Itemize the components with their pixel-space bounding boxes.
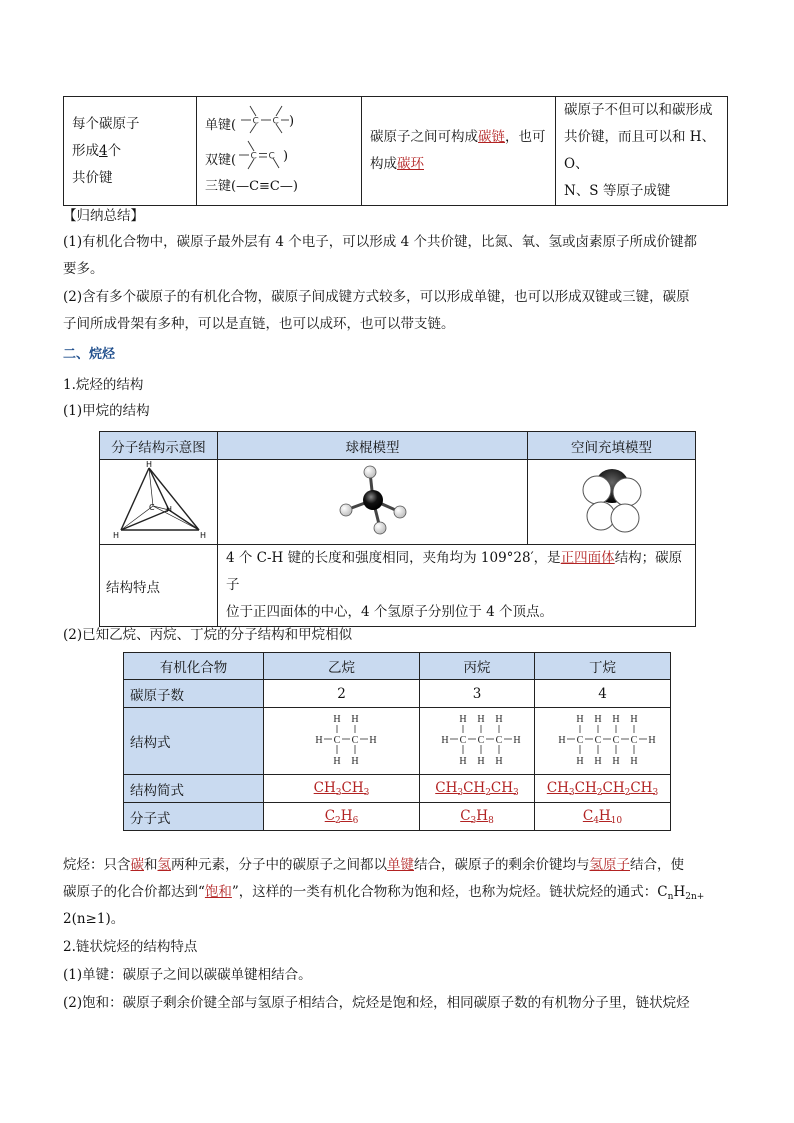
condensed-formula-ethane xyxy=(264,775,420,803)
methane-feature-text2: 结构；碳原子 xyxy=(226,550,683,593)
carbon-chain-text1: 碳原子之间可构成 xyxy=(370,129,478,145)
def-text-line2a: 碳原子的化合价都达到“ xyxy=(63,884,205,900)
formula-subscript: 8 xyxy=(488,815,494,826)
bonding-partners-cell xyxy=(556,97,728,206)
structural-formula-ethane xyxy=(264,708,420,775)
formula-text: CH xyxy=(602,779,625,796)
carbon-chain-line2 xyxy=(370,151,555,178)
methane-header-schematic: 分子结构示意图 xyxy=(100,432,218,460)
formula-text: CH xyxy=(463,779,486,796)
atom-h: H xyxy=(350,756,359,767)
methane-feature-text1: 4 个 C-H 键的长度和强度相同，夹角均为 109°28′，是 xyxy=(226,550,561,566)
svg-text:C: C xyxy=(252,116,259,127)
atom-h: H xyxy=(611,714,620,725)
formula-text: H xyxy=(340,807,353,824)
methane-feature-term: 正四面体 xyxy=(560,550,615,566)
double-bond-end: ) xyxy=(283,149,289,164)
carbon-chain-cell xyxy=(362,97,556,206)
summary-p2-line1: (2)含有多个碳原子的有机化合物，碳原子间成键方式较多，可以形成单键，也可以形成双键或三键，碳原 xyxy=(63,289,690,305)
atom-h-back: H xyxy=(165,505,172,514)
condensed-formula-label: 结构简式 xyxy=(124,775,264,803)
structural-formula-label: 结构式 xyxy=(124,708,264,775)
bond-table xyxy=(63,96,728,206)
single-bond-row xyxy=(205,102,361,138)
formula-subscript: 2 xyxy=(485,787,491,798)
def-term-hydrogen: 氢 xyxy=(157,857,171,873)
methane-tetrahedron-diagram xyxy=(109,460,209,540)
methane-space-filling-cell xyxy=(528,460,696,545)
formula-subscript: 10 xyxy=(610,815,623,826)
condensed-formula-butane xyxy=(535,775,671,803)
feature-single-bond: (1)单键：碳原子之间以碳碳单键相结合。 xyxy=(63,967,312,983)
atom-h-top: H xyxy=(145,460,152,469)
atom-c: C xyxy=(612,735,619,746)
formula-subscript: 3 xyxy=(513,787,519,798)
atom-h: H xyxy=(513,735,521,746)
def-text-h: H xyxy=(673,884,686,900)
atom-h: H xyxy=(647,735,656,746)
bonding-partners-line3: N、S 等原子成键 xyxy=(564,183,671,199)
atom-c: C xyxy=(576,735,583,746)
methane-ball-stick-model xyxy=(328,460,418,540)
formula-text: H xyxy=(476,807,489,824)
carbon-chain-text2: ，也可 xyxy=(505,129,546,145)
formula-subscript: 2 xyxy=(335,815,341,826)
atom-h: H xyxy=(477,756,485,767)
feature-saturated: (2)饱和：碳原子剩余价键全部与氢原子相结合，烷烃是饱和烃，相同碳原子数的有机物分子里，链状烷烃 xyxy=(63,995,690,1011)
formula-subscript: 3 xyxy=(652,787,659,798)
formula-subscript: 3 xyxy=(568,787,575,798)
methane-table xyxy=(99,431,696,627)
single-bond-label: 单键( xyxy=(205,118,237,133)
alkane-header-butane: 丁烷 xyxy=(535,653,671,680)
atom-c: C xyxy=(477,735,485,746)
bond-count-cell xyxy=(64,97,197,206)
atom-h: H xyxy=(629,756,638,767)
bonding-partners-line2: 共价键，而且可以和 H、O、 xyxy=(564,129,716,172)
structural-formula-propane xyxy=(420,708,535,775)
atom-c: C xyxy=(333,735,340,746)
formula-text: H xyxy=(598,807,611,824)
formula-text: C xyxy=(324,807,336,824)
carbon-count-ethane: 2 xyxy=(264,680,420,708)
atom-h: H xyxy=(593,714,602,725)
alkane-table xyxy=(123,652,671,831)
atom-h: H xyxy=(350,714,359,725)
atom-h: H xyxy=(575,714,584,725)
formula-text: C xyxy=(460,807,471,824)
formula-text: CH xyxy=(546,779,569,796)
atom-h: H xyxy=(477,714,485,725)
def-term-saturated: 饱和 xyxy=(204,884,232,900)
formula-subscript: 3 xyxy=(363,787,370,798)
formula-text: CH xyxy=(313,779,336,796)
subsection-chain-alkane-features: 2.链状烷烃的结构特点 xyxy=(63,939,198,955)
double-bond-label: 双键( xyxy=(205,153,237,168)
atom-h: H xyxy=(368,735,377,746)
structural-formula-butane xyxy=(535,708,671,775)
bonding-partners-line1: 碳原子不但可以和碳形成 xyxy=(564,102,713,118)
summary-p1-line2: 要多。 xyxy=(63,261,104,277)
methane-schematic-cell xyxy=(100,460,218,545)
atom-h: H xyxy=(314,735,323,746)
def-text-c: 两种元素，分子中的碳原子之间都以 xyxy=(171,857,387,873)
formula-text: CH xyxy=(574,779,597,796)
atom-h: H xyxy=(495,714,503,725)
methane-space-filling-model xyxy=(567,460,657,540)
subsection-alkane-structure: 1.烷烃的结构 xyxy=(63,377,144,393)
def-text-e: 结合，使 xyxy=(630,857,684,873)
alkane-definition-line3: 2(n≥1)。 xyxy=(63,911,125,927)
atom-h: H xyxy=(611,756,620,767)
section-title-alkanes: 二、烷烃 xyxy=(63,347,116,362)
atom-h: H xyxy=(459,756,467,767)
atom-c-center: C xyxy=(148,503,155,512)
molecular-formula-label: 分子式 xyxy=(124,803,264,831)
atom-h-right: H xyxy=(199,531,206,540)
methane-ball-stick-cell xyxy=(218,460,528,545)
atom-h: H xyxy=(495,756,503,767)
def-term-single-bond: 单键 xyxy=(387,857,414,873)
formula-subscript: 3 xyxy=(335,787,342,798)
methane-header-space-filling: 空间充填模型 xyxy=(528,432,696,460)
atom-c: C xyxy=(351,735,358,746)
carbon-chain-term: 碳链 xyxy=(478,129,505,145)
formula-text: C xyxy=(582,807,594,824)
formula-text: CH xyxy=(341,779,364,796)
atom-h: H xyxy=(575,756,584,767)
double-bond-icon xyxy=(237,138,285,172)
carbon-count-propane: 3 xyxy=(420,680,535,708)
alkane-header-ethane: 乙烷 xyxy=(264,653,420,680)
bond-count-line1: 每个碳原子 xyxy=(72,115,140,132)
alkane-definition-line2 xyxy=(63,879,704,911)
bond-count-number: 4 xyxy=(99,142,108,159)
def-sub-2n: 2n+ xyxy=(685,892,705,902)
alkane-intro: (2)已知乙烷、丙烷、丁烷的分子结构和甲烷相似 xyxy=(63,627,353,643)
double-bond-row xyxy=(205,138,361,174)
def-term-hydrogen-atom: 氢原子 xyxy=(589,857,630,873)
formula-subscript: 3 xyxy=(470,815,477,826)
bond-count-text: 形成 xyxy=(72,142,99,159)
methane-feature-line2: 位于正四面体的中心，4 个氢原子分别位于 4 个顶点。 xyxy=(226,604,554,620)
svg-text:C: C xyxy=(268,151,275,162)
alkane-definition-line1 xyxy=(63,852,684,879)
methane-feature-line1 xyxy=(226,545,695,599)
single-bond-icon xyxy=(237,102,293,136)
def-text-a: 烷烃：只含 xyxy=(63,857,131,873)
molecular-formula-butane xyxy=(535,803,671,831)
def-sub-n: n xyxy=(667,892,674,902)
def-text-b: 和 xyxy=(144,857,158,873)
def-term-carbon: 碳 xyxy=(130,857,144,873)
formula-subscript: 6 xyxy=(352,815,359,826)
summary-p2-line2: 子间所成骨架有多种，可以是直链，也可以成环，也可以带支链。 xyxy=(63,316,455,332)
carbon-count-butane: 4 xyxy=(535,680,671,708)
ethane-structural-formula xyxy=(310,709,377,769)
atom-c: C xyxy=(495,735,503,746)
atom-h: H xyxy=(459,714,467,725)
atom-h: H xyxy=(332,714,341,725)
molecular-formula-propane xyxy=(420,803,535,831)
atom-c: C xyxy=(630,735,637,746)
atom-h-left: H xyxy=(112,531,119,540)
butane-structural-formula xyxy=(553,709,656,769)
carbon-count-label: 碳原子数 xyxy=(124,680,264,708)
formula-subscript: 4 xyxy=(593,815,599,826)
triple-bond-label: 三键(—C≡C—) xyxy=(205,179,298,194)
condensed-formula-propane xyxy=(420,775,535,803)
bond-count-line2 xyxy=(72,138,196,165)
svg-text:C: C xyxy=(250,151,257,162)
formula-subscript: 2 xyxy=(596,787,603,798)
methane-feature-desc xyxy=(218,545,696,627)
molecular-formula-ethane xyxy=(264,803,420,831)
single-bond-end: ) xyxy=(289,114,295,129)
formula-text: CH xyxy=(490,779,514,796)
atom-h: H xyxy=(441,735,449,746)
atom-c: C xyxy=(459,735,467,746)
methane-feature-label: 结构特点 xyxy=(100,545,218,627)
atom-h: H xyxy=(593,756,602,767)
def-text-line2b: ”，这样的一类有机化合物称为饱和烃，也称为烷烃。链状烷烃的通式：C xyxy=(231,884,668,900)
atom-h: H xyxy=(629,714,638,725)
bond-count-line3: 共价键 xyxy=(72,169,113,186)
methane-header-ball-stick: 球棍模型 xyxy=(218,432,528,460)
alkane-header-propane: 丙烷 xyxy=(420,653,535,680)
summary-p1-line1: (1)有机化合物中，碳原子最外层有 4 个电子，可以形成 4 个共价键，比氮、氧、氢或卤素原子所成价键都 xyxy=(63,234,697,250)
propane-structural-formula xyxy=(436,709,521,769)
formula-text: CH xyxy=(630,779,653,796)
carbon-ring-term: 碳环 xyxy=(397,156,424,172)
svg-text:C: C xyxy=(272,116,279,127)
alkane-header-compound: 有机化合物 xyxy=(124,653,264,680)
atom-h: H xyxy=(557,735,566,746)
formula-subscript: 3 xyxy=(457,787,464,798)
bond-count-unit: 个 xyxy=(107,142,122,159)
formula-text: CH xyxy=(435,779,458,796)
atom-c: C xyxy=(594,735,601,746)
summary-heading: 【归纳总结】 xyxy=(63,208,144,224)
def-text-d: 结合，碳原子的剩余价键均与 xyxy=(414,857,590,873)
carbon-chain-line1 xyxy=(370,124,555,151)
formula-subscript: 2 xyxy=(624,787,631,798)
carbon-ring-text: 构成 xyxy=(370,156,397,172)
bond-type-cell xyxy=(197,97,362,206)
atom-h: H xyxy=(332,756,341,767)
subsection-methane-structure: (1)甲烷的结构 xyxy=(63,403,150,419)
